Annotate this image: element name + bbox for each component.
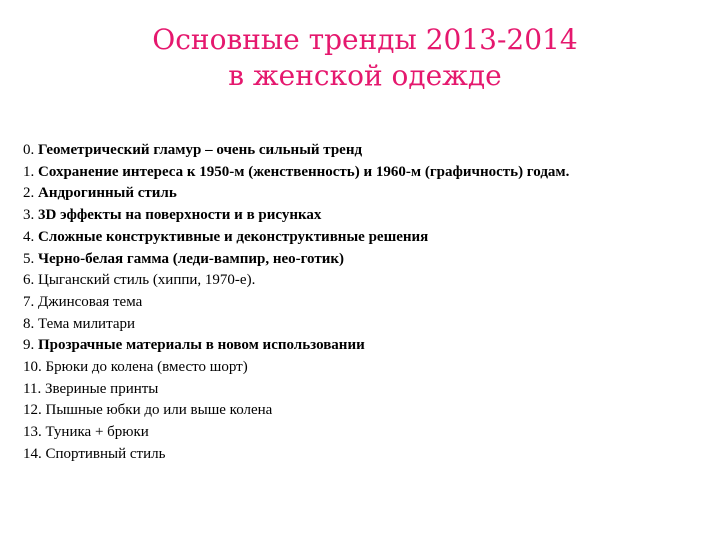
list-item [23, 422, 703, 444]
list-item [23, 444, 703, 466]
list-item [23, 335, 703, 357]
list-item [23, 270, 703, 292]
item-text: Звериные принты [44, 380, 159, 397]
item-text: Джинсовая тема [38, 293, 143, 310]
list-item [23, 249, 703, 271]
list-item [23, 227, 703, 249]
item-number: 2. [23, 185, 38, 202]
item-number: 8. [23, 315, 38, 332]
list-item [23, 357, 703, 379]
item-text: Прозрачные материалы в новом использовании [38, 337, 365, 354]
item-number: 0. [23, 142, 38, 158]
list-item [23, 379, 703, 401]
item-number: 7. [23, 293, 38, 310]
slide-title [100, 22, 630, 94]
item-number: 14. [23, 445, 46, 462]
list-item [23, 314, 703, 336]
item-number: 13. [23, 424, 46, 441]
list-item [23, 183, 703, 205]
item-number: 4. [23, 228, 38, 245]
title-line-1: Основные тренды 2013-2014 [152, 23, 578, 56]
item-text: Сохранение интереса к 1950-м (женственность) и 1960-м (графичность) годам. [38, 163, 570, 180]
item-text: Андрогинный стиль [38, 185, 177, 202]
item-number: 5. [23, 250, 38, 267]
item-text: Цыганский стиль (хиппи, 1970-е). [38, 272, 256, 289]
item-number: 11. [23, 380, 45, 397]
item-text: Геометрический гламур – очень сильный тренд [38, 142, 363, 158]
item-text: Туника + брюки [45, 424, 149, 441]
trend-list [23, 140, 703, 466]
item-text: Пышные юбки до или выше колена [45, 402, 273, 419]
item-number: 9. [23, 337, 38, 354]
list-item [23, 292, 703, 314]
list-item [23, 162, 703, 184]
title-line-2: в женской одежде [228, 59, 502, 92]
item-text: Брюки до колена (вместо шорт) [45, 359, 248, 376]
item-number: 10. [23, 359, 46, 376]
item-text: Спортивный стиль [45, 445, 166, 462]
item-number: 12. [23, 402, 46, 419]
item-text: 3D эффекты на поверхности и в рисунках [38, 207, 322, 224]
item-number: 1. [23, 163, 38, 180]
item-text: Тема милитари [38, 315, 136, 332]
item-number: 6. [23, 272, 38, 289]
list-item [23, 400, 703, 422]
item-text: Сложные конструктивные и деконструктивные решения [38, 228, 429, 245]
item-text: Черно-белая гамма (леди-вампир, нео-готик) [38, 250, 345, 267]
list-item [23, 140, 703, 162]
list-item [23, 205, 703, 227]
item-number: 3. [23, 207, 38, 224]
